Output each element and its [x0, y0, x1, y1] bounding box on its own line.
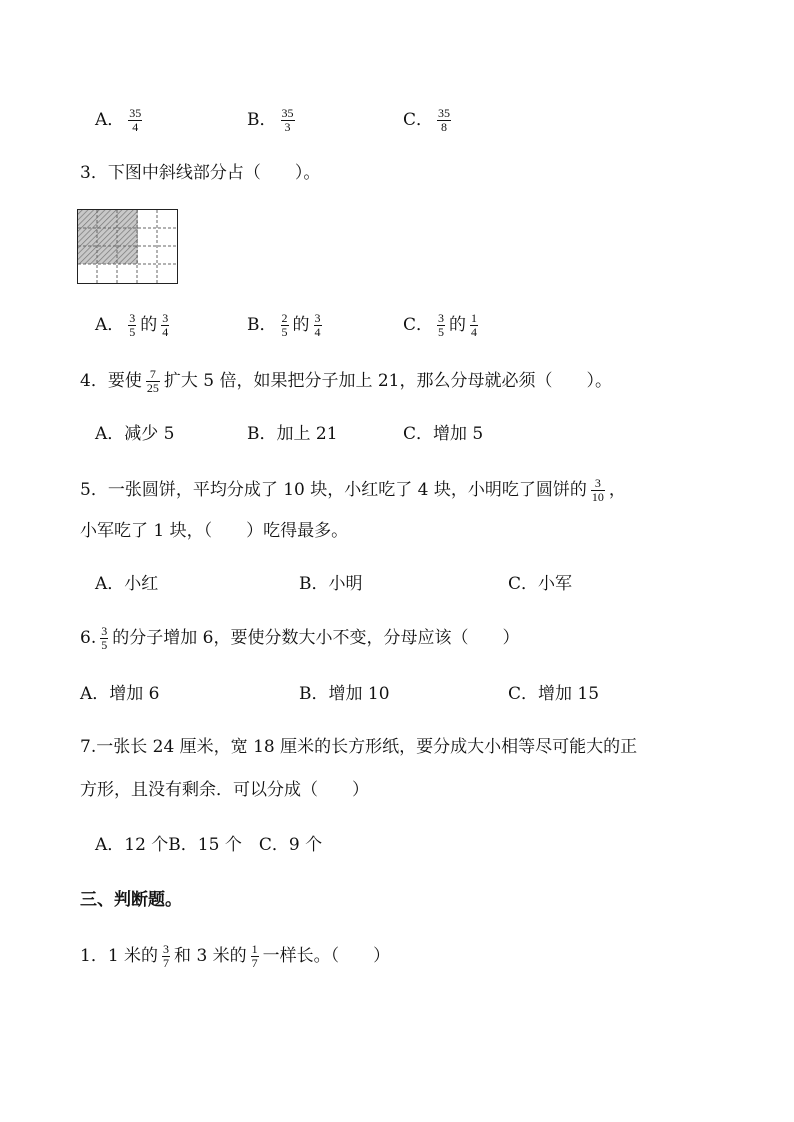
fraction [470, 312, 478, 339]
numerator: 1 [251, 942, 258, 956]
denominator: 5 [281, 325, 288, 339]
fraction [100, 625, 108, 652]
j1-part3: 一样长。（ ） [262, 946, 391, 966]
q5-line2: 小军吃了 1 块，（ ）吃得最多。 [80, 521, 349, 541]
q4-prefix: 4．要使 [80, 371, 142, 391]
fraction [281, 107, 295, 134]
fraction [314, 312, 322, 339]
numerator: 3 [162, 311, 169, 325]
fraction [251, 943, 259, 970]
denominator: 8 [441, 120, 448, 134]
q5-option-c: C．小军 [508, 574, 573, 594]
denominator: 7 [163, 956, 170, 970]
denominator: 7 [251, 956, 258, 970]
denominator: 3 [284, 120, 291, 134]
fraction [128, 312, 136, 339]
numerator: 3 [101, 624, 108, 638]
q6-text [80, 625, 519, 652]
numerator: 3 [129, 311, 136, 325]
numerator: 35 [129, 106, 142, 120]
q5-line1-end: ， [608, 480, 626, 500]
denominator: 5 [101, 638, 108, 652]
option-letter: C． [403, 315, 434, 335]
fraction [437, 107, 451, 134]
q7-line1: 7.一张长 24 厘米，宽 18 厘米的长方形纸，要分成大小相等尽可能大的正 [80, 737, 638, 757]
q3-text: 3．下图中斜线部分占（ ）。 [80, 163, 321, 183]
j1-part1: 1．1 米的 [80, 946, 159, 966]
fraction [591, 477, 605, 504]
q5-option-a: A．小红 [95, 574, 159, 594]
numerator: 3 [438, 311, 445, 325]
numerator: 3 [594, 476, 601, 490]
q6-prefix: 6. [80, 628, 97, 648]
q3-option-c [403, 312, 482, 339]
q4-text [80, 368, 612, 395]
hatched-region [78, 210, 138, 264]
q5-line1 [80, 477, 626, 504]
denominator: 4 [314, 325, 321, 339]
of-text: 的 [449, 315, 467, 335]
numerator: 3 [163, 942, 170, 956]
judgement-1 [80, 943, 390, 970]
q6-option-a: A．增加 6 [80, 684, 160, 704]
denominator: 4 [132, 120, 139, 134]
fraction [128, 107, 142, 134]
numerator: 1 [471, 311, 478, 325]
q6-option-b: B．增加 10 [299, 684, 390, 704]
q6-suffix: 的分子增加 6，要使分数大小不变，分母应该（ ） [112, 628, 520, 648]
fraction [437, 312, 445, 339]
denominator: 5 [438, 325, 445, 339]
numerator: 35 [438, 106, 451, 120]
q2-option-c [403, 107, 455, 134]
denominator: 25 [146, 381, 159, 395]
q2-option-a [95, 107, 146, 134]
option-letter: B． [247, 315, 277, 335]
j1-part2: 和 3 米的 [174, 946, 247, 966]
section-heading: 三、判断题。 [80, 890, 182, 910]
q5-line1-text: 5．一张圆饼，平均分成了 10 块，小红吃了 4 块，小明吃了圆饼的 [80, 480, 587, 500]
denominator: 4 [162, 325, 169, 339]
q5-option-b: B．小明 [299, 574, 363, 594]
numerator: 35 [281, 106, 294, 120]
numerator: 3 [314, 311, 321, 325]
q7-options: A．12 个B．15 个 C．9 个 [95, 835, 323, 855]
hatched-grid-figure [77, 209, 178, 284]
denominator: 5 [129, 325, 136, 339]
q3-option-b [247, 312, 326, 339]
q7-line2: 方形，且没有剩余．可以分成（ ） [80, 780, 369, 800]
q6-option-c: C．增加 15 [508, 684, 600, 704]
q2-option-b [247, 107, 299, 134]
numerator: 7 [149, 367, 156, 381]
option-letter: A． [95, 110, 125, 130]
fraction [281, 312, 289, 339]
fraction [146, 368, 160, 395]
of-text: 的 [140, 315, 158, 335]
q4-option-b: B．加上 21 [247, 424, 338, 444]
option-letter: A． [95, 315, 125, 335]
option-letter: B． [247, 110, 277, 130]
denominator: 4 [471, 325, 478, 339]
q4-suffix: 扩大 5 倍，如果把分子加上 21，那么分母就必须（ ）。 [163, 371, 612, 391]
q4-option-a: A．减少 5 [95, 424, 175, 444]
q4-option-c: C．增加 5 [403, 424, 484, 444]
numerator: 2 [281, 311, 288, 325]
q3-option-a [95, 312, 173, 339]
option-letter: C． [403, 110, 434, 130]
fraction [162, 943, 170, 970]
of-text: 的 [292, 315, 310, 335]
denominator: 10 [591, 490, 604, 504]
fraction [161, 312, 169, 339]
